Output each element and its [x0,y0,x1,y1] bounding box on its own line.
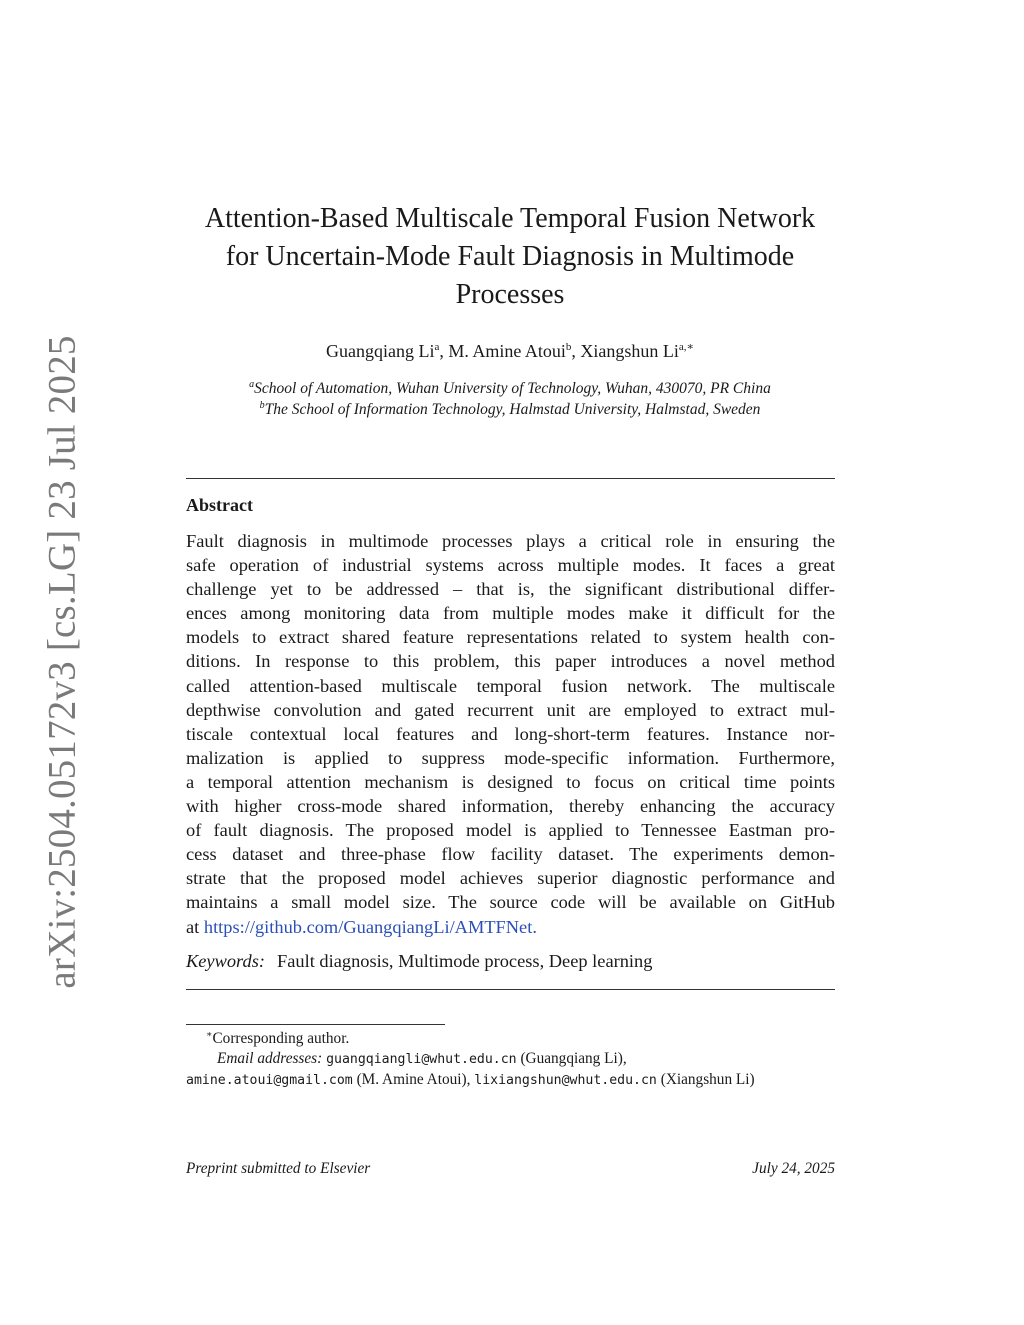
abstract-line: of fault diagnosis. The proposed model is applied to Tennessee Eastman pro- [186,820,835,841]
footnote-rule [186,1024,445,1025]
email-label: Email addresses: [217,1050,323,1067]
abstract-line: maintains a small model size. The source code will be available on GitHub [186,892,835,913]
email-line [217,1050,627,1068]
corresponding-author-text: Corresponding author. [212,1030,350,1048]
keywords-label: Keywords: [186,951,266,971]
author-name: M. Amine Atoui [448,341,566,361]
keywords [186,951,652,972]
abstract-line: depthwise convolution and gated recurrent unit are employed to extract mul- [186,699,835,720]
abstract-line: with higher cross-mode shared information, thereby enhancing the accuracy [186,796,835,817]
github-link[interactable]: https://github.com/GuangqiangLi/AMTFNet. [203,916,537,937]
author-name: Xiangshun Li [580,341,679,361]
email-address[interactable]: lixiangshun@whut.edu.cn [474,1073,657,1088]
email-line [186,1071,755,1089]
email-address[interactable]: amine.atoui@gmail.com [186,1073,353,1088]
affiliation [150,379,870,398]
title-line: for Uncertain-Mode Fault Diagnosis in Multimode [225,241,795,272]
abstract-line: malization is applied to suppress mode-specific information. Furthermore, [186,747,835,768]
abstract-heading: Abstract [186,495,253,515]
abstract-line [186,915,835,939]
email-owner: (M. Amine Atoui), [356,1071,471,1088]
divider [186,989,835,990]
author-affil-mark: a,∗ [678,341,694,353]
divider [186,478,835,479]
affiliation-text: School of Automation, Wuhan University of Technology, Wuhan, 430070, PR China [254,380,771,398]
author-affil-mark: b [565,341,572,353]
affiliation-text: The School of Information Technology, Halmstad University, Halmstad, Sweden [264,401,761,419]
abstract-line: ences among monitoring data from multiple modes make it difficult for the [186,603,835,624]
abstract-line: cess dataset and three-phase flow facility dataset. The experiments demon- [186,844,835,865]
abstract-line: tiscale contextual local features and long-short-term features. Instance nor- [186,723,835,744]
email-owner: (Xiangshun Li) [660,1071,755,1088]
abstract-line: challenge yet to be addressed – that is, the significant distributional differ- [186,579,835,600]
affiliation-mark: a [249,379,255,390]
author-list: Guangqiang Li$^a$, M. Amine Atoui$^b$, Xiangshun $Li^{a,∗}$ [326,341,694,361]
arxiv-identifier: arXiv:2504.05172v3 [cs.LG] 23 Jul 2025 [40,335,84,989]
abstract-line: ditions. In response to this problem, this paper introduces a novel method [186,651,835,672]
email-address[interactable]: guangqiangli@whut.edu.cn [326,1052,517,1067]
preprint-note: Preprint submitted to Elsevier [186,1160,371,1177]
author-name: Guangqiang Li [326,341,435,361]
footnote-mark: ∗ [206,1030,213,1040]
affiliation-mark: b [259,400,265,411]
abstract-body [186,529,835,939]
title-line: Processes [455,279,565,310]
abstract-line: called attention-based multiscale temporal fusion network. The multiscale [186,675,835,696]
abstract-line: Fault diagnosis in multimode processes plays a critical role in ensuring the [186,531,835,551]
corresponding-author-note [206,1029,349,1048]
title-line: Attention-Based Multiscale Temporal Fusion Network [204,203,816,234]
abstract-line: a temporal attention mechanism is designed to focus on critical time points [186,771,835,792]
keywords-text: Fault diagnosis, Multimode process, Deep learning [277,951,653,971]
author-affil-mark: a [434,341,440,353]
abstract-line: strate that the proposed model achieves superior diagnostic performance and [186,868,835,889]
affiliation [150,400,870,419]
preprint-date: July 24, 2025 [752,1160,835,1177]
abstract-line-prefix: at [186,916,204,937]
email-owner: (Guangqiang Li), [520,1050,627,1067]
abstract-line: models to extract shared feature representations related to system health con- [186,627,835,648]
paper-title [150,200,870,314]
abstract-line: safe operation of industrial systems across multiple modes. It faces a great [186,555,835,576]
